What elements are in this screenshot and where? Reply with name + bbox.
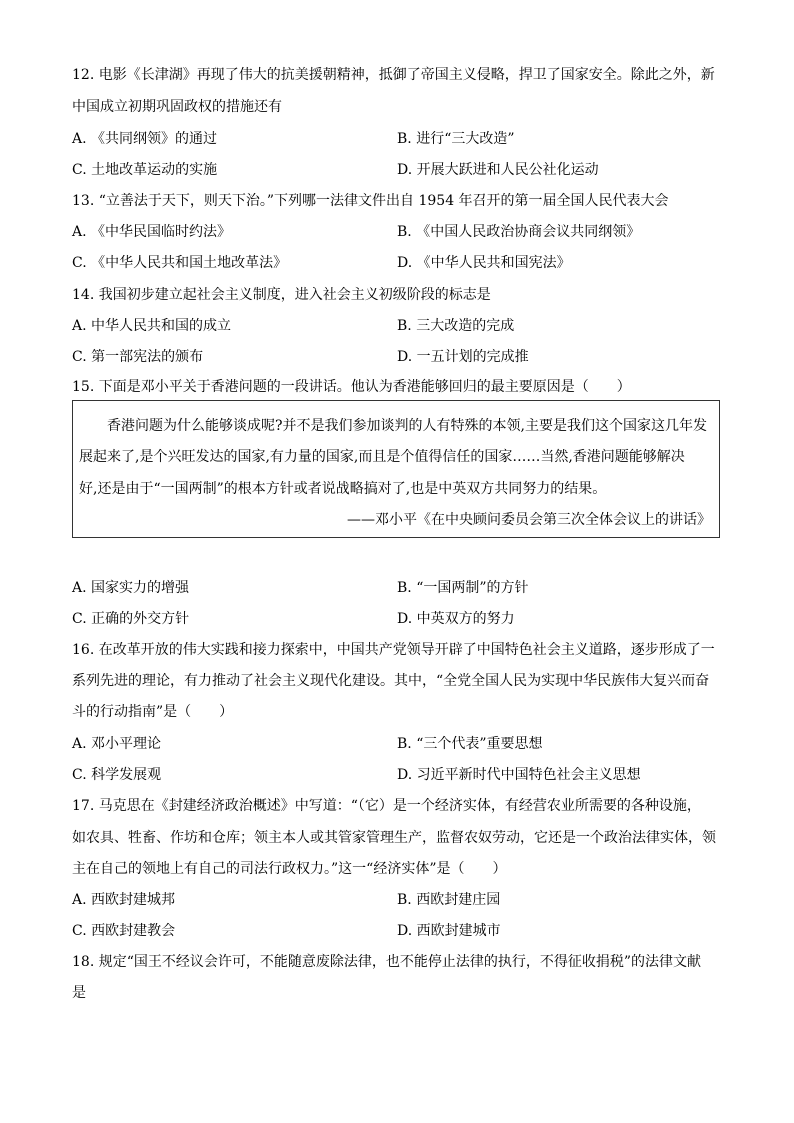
quote-line-3: 好,还是由于“一国两制”的根本方针或者说战略搞对了,也是中英双方共同努力的结果。 (79, 481, 607, 497)
question-16-stem-line-1: 16. 在改革开放的伟大实践和接力探索中，中国共产党领导开辟了中国特色社会主义道路，逐步形成了一 (72, 642, 715, 658)
question-15-stem-line-1: 15. 下面是邓小平关于香港问题的一段讲话。他认为香港能够回归的最主要原因是（ ） (72, 379, 631, 395)
question-12-stem-line-2: 中国成立初期巩固政权的措施还有 (72, 99, 282, 115)
question-17-stem-line-2: 如农具、牲畜、作坊和仓库；领主本人或其管家管理生产，监督农奴劳动，它还是一个政治法律实体，领 (72, 830, 716, 846)
question-17-option-d: D. 西欧封建城市 (397, 923, 501, 939)
question-13-stem-line-1: 13. “立善法于天下，则天下治。”下列哪一法律文件出自 1954 年召开的第一届全国人民代表大会 (72, 193, 669, 209)
quote-line-1: 香港问题为什么能够谈成呢?并不是我们参加谈判的人有特殊的本领,主要是我们这个国家这几年发 (107, 418, 707, 434)
quote-line-2: 展起来了,是个兴旺发达的国家,有力量的国家,而且是个值得信任的国家……当然,香港问题能够解决 (79, 449, 685, 465)
question-14-option-a: A. 中华人民共和国的成立 (72, 318, 232, 334)
question-12-option-b: B. 进行“三大改造” (397, 131, 515, 147)
question-17-option-c: C. 西欧封建教会 (72, 923, 176, 939)
question-13-option-b: B. 《中国人民政治协商会议共同纲领》 (397, 224, 641, 240)
question-13-option-c: C. 《中华人民共和国土地改革法》 (72, 255, 288, 271)
question-14-option-d: D. 一五计划的完成推 (397, 349, 529, 365)
question-14-option-c: C. 第一部宪法的颁布 (72, 349, 204, 365)
question-15-option-a: A. 国家实力的增强 (72, 580, 190, 596)
question-13-option-a: A. 《中华民国临时约法》 (72, 224, 232, 240)
quote-box (72, 400, 720, 538)
question-16-option-a: A. 邓小平理论 (72, 736, 162, 752)
question-18-stem-line-1: 18. 规定“国王不经议会许可，不能随意废除法律，也不能停止法律的执行，不得征收捐税”的法律文献 (72, 954, 702, 970)
question-12-option-c: C. 土地改革运动的实施 (72, 162, 218, 178)
question-15-option-b: B. “一国两制”的方针 (397, 580, 529, 596)
question-12-stem-line-1: 12. 电影《长津湖》再现了伟大的抗美援朝精神，抵御了帝国主义侵略，捍卫了国家安全。除此之外，新 (72, 67, 715, 83)
question-18-stem-line-2: 是 (72, 985, 86, 1001)
question-13-option-d: D. 《中华人民共和国宪法》 (397, 255, 571, 271)
question-15-option-d: D. 中英双方的努力 (397, 611, 515, 627)
question-17-stem-line-3: 主在自己的领地上有自己的司法行政权力。”这一“经济实体”是（ ） (72, 861, 507, 877)
question-15-option-c: C. 正确的外交方针 (72, 611, 190, 627)
question-14-option-b: B. 三大改造的完成 (397, 318, 515, 334)
question-12-option-a: A. 《共同纲领》的通过 (72, 131, 218, 147)
question-17-option-a: A. 西欧封建城邦 (72, 892, 176, 908)
quote-source: ——邓小平《在中央顾问委员会第三次全体会议上的讲话》 (347, 512, 711, 528)
question-16-option-d: D. 习近平新时代中国特色社会主义思想 (397, 767, 641, 783)
question-12-option-d: D. 开展大跃进和人民公社化运动 (397, 162, 599, 178)
question-16-option-c: C. 科学发展观 (72, 767, 162, 783)
question-17-option-b: B. 西欧封建庄园 (397, 892, 501, 908)
question-16-stem-line-2: 系列先进的理论，有力推动了社会主义现代化建设。其中，“全党全国人民为实现中华民族伟大复兴而奋 (72, 673, 710, 689)
question-16-stem-line-3: 斗的行动指南”是（ ） (72, 704, 234, 720)
question-17-stem-line-1: 17. 马克思在《封建经济政治概述》中写道：“（它）是一个经济实体，有经营农业所需要的各种设施， (72, 798, 701, 814)
question-16-option-b: B. “三个代表”重要思想 (397, 736, 543, 752)
question-14-stem-line-1: 14. 我国初步建立起社会主义制度，进入社会主义初级阶段的标志是 (72, 287, 491, 303)
